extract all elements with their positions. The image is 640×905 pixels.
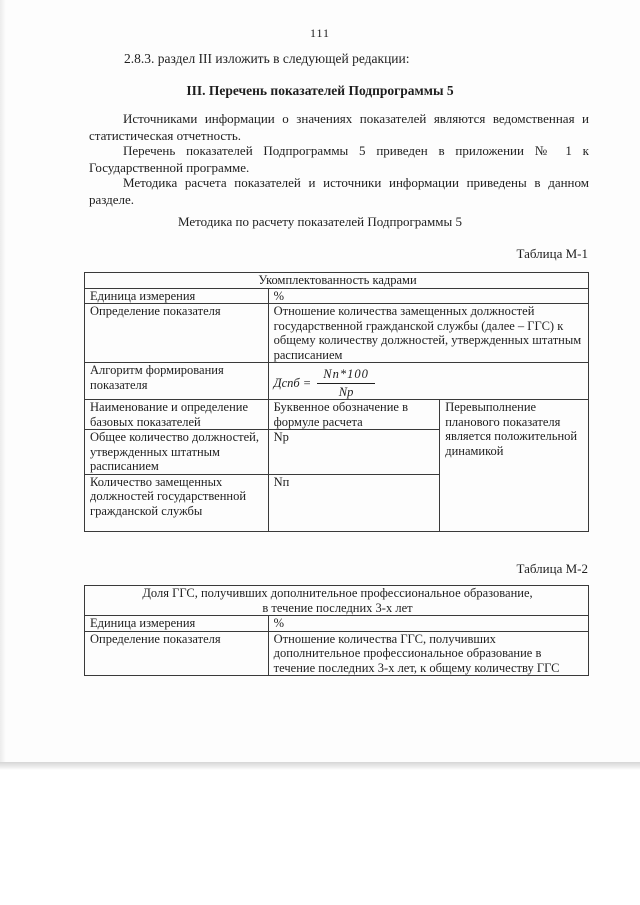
table-row <box>85 586 589 616</box>
table2-header-line1: Доля ГГС, получивших дополнительное профессиональное образование, <box>142 586 533 600</box>
row-name: Общее количество должностей, утвержденных штатным расписанием <box>85 430 269 475</box>
table-row <box>85 304 589 363</box>
paragraph-method: Методика расчета показателей и источники информации приведены в данном разделе. <box>89 175 589 207</box>
note-cell: Перевыполнение планового показателя является положительной динамикой <box>440 400 589 532</box>
definition-value: Отношение количества ГГС, получивших дополнительное профессиональное образование в течение последних 3-х лет, к общему количеству ГГС <box>268 631 588 676</box>
row-name: Количество замещенных должностей государственной гражданской службы <box>85 474 269 531</box>
table-row <box>85 363 589 400</box>
table-m1 <box>84 272 589 532</box>
definition-value: Отношение количества замещенных должностей государственной гражданской службы (далее – ГГС) к общему количеству должностей, утвержденных штатным расписанием <box>268 304 588 363</box>
table-row <box>85 400 589 430</box>
unit-value: % <box>268 288 588 304</box>
table1-header: Укомплектованность кадрами <box>85 273 589 289</box>
table2-header <box>85 586 589 616</box>
definition-label: Определение показателя <box>85 631 269 676</box>
formula-fraction <box>317 367 375 399</box>
symbol-header: Буквенное обозначение в формуле расчета <box>268 400 440 430</box>
page-number: 111 <box>309 26 331 40</box>
table-m2 <box>84 585 589 676</box>
base-label: Наименование и определение базовых показателей <box>85 400 269 430</box>
section-heading: III. Перечень показателей Подпрограммы 5 <box>186 83 454 98</box>
table-row <box>85 616 589 632</box>
table2-header-line2: в течение последних 3-х лет <box>262 600 413 615</box>
paragraph-sources: Источниками информации о значениях показателей являются ведомственная и статистическая отчетность. <box>89 111 589 143</box>
table1-caption: Таблица М-1 <box>516 246 588 261</box>
amendment-item: 2.8.3. раздел III изложить в следующей редакции: <box>124 51 410 66</box>
algorithm-label: Алгоритм формирования показателя <box>85 363 269 400</box>
table-row <box>85 273 589 289</box>
definition-label: Определение показателя <box>85 304 269 363</box>
table-row <box>85 631 589 676</box>
sheet-bottom-edge <box>0 762 640 770</box>
scan-edge <box>0 0 6 765</box>
formula-cell <box>268 363 588 400</box>
table-row <box>85 288 589 304</box>
formula-denominator: Nр <box>338 384 354 399</box>
paragraph-list: Перечень показателей Подпрограммы 5 приведен в приложении № 1 к Государственной программе. <box>89 143 589 175</box>
unit-label: Единица измерения <box>85 616 269 632</box>
unit-value: % <box>268 616 588 632</box>
row-symbol: Nп <box>268 474 440 531</box>
row-symbol: Np <box>268 430 440 475</box>
methodology-title: Методика по расчету показателей Подпрограммы 5 <box>177 214 462 229</box>
unit-label: Единица измерения <box>85 288 269 304</box>
formula-numerator: Nп*100 <box>317 367 375 384</box>
formula-lhs: Дспб = <box>273 375 312 390</box>
table2-caption: Таблица М-2 <box>516 561 588 576</box>
formula <box>274 367 375 399</box>
